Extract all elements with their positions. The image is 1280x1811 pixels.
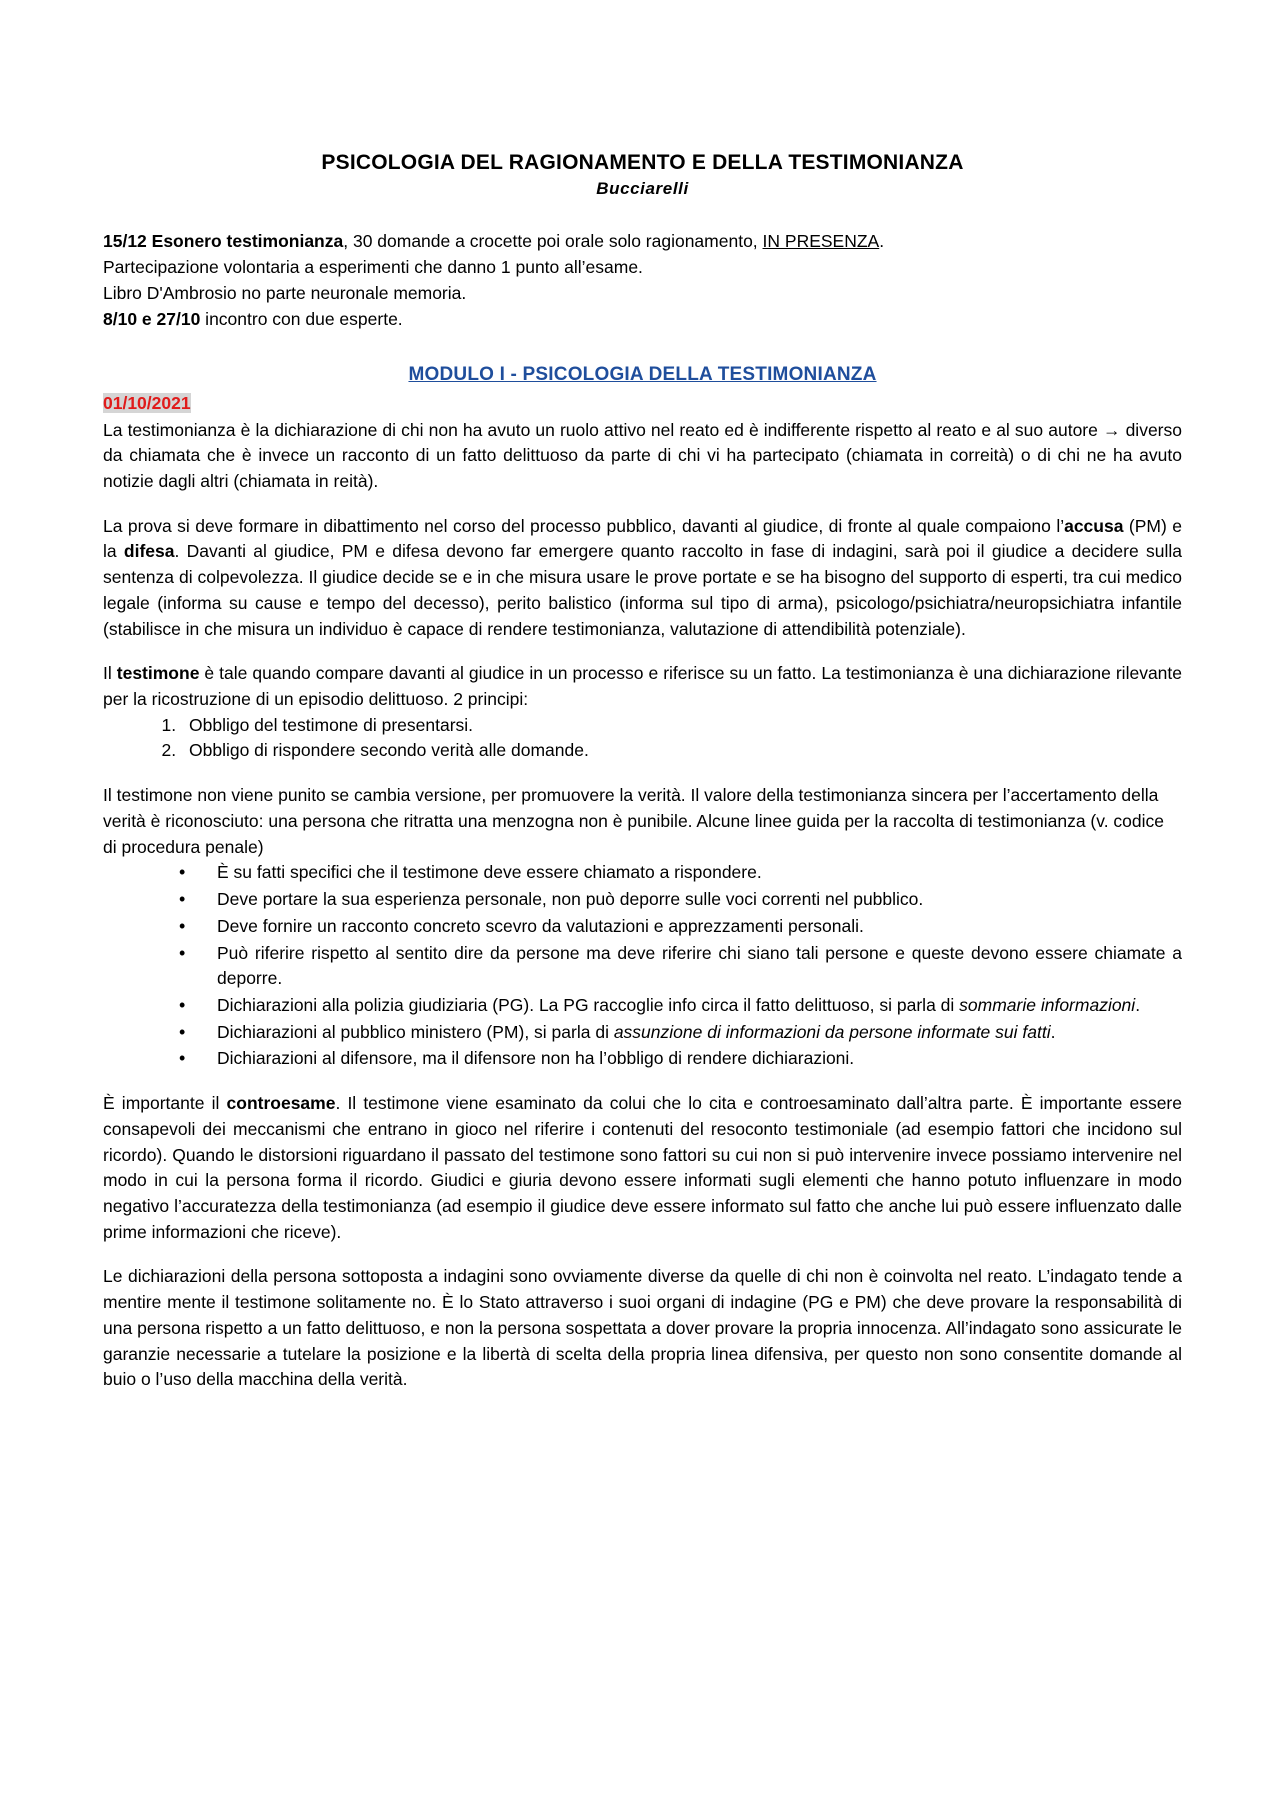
- item5-part-a: Dichiarazioni alla polizia giudiziaria (PG). La PG raccoglie info circa il fatto delittuoso, si parla di: [217, 994, 960, 1015]
- testimone-bold: testimone: [116, 663, 200, 684]
- info-line-exam: [103, 228, 1182, 254]
- controesame-bold: controesame: [226, 1093, 336, 1114]
- paragraph-linee-guida: Il testimone non viene punito se cambia versione, per promuovere la verità. Il valore della testimonianza sincera per l’accertamento della verità è riconosciuto: una persona che ritratta una menzogna non è punibile. Alcune linee guida per la raccolta di testimonianza (v. codice di procedura penale): [103, 785, 1165, 857]
- course-info-block: [103, 228, 1182, 333]
- paragraph-testimonianza-definizione: La testimonianza è la dichiarazione di chi non ha avuto un ruolo attivo nel reato ed è indifferente rispetto al reato e al suo autore → diverso da chiamata che è invece un racconto di un fatto delittuoso da parte di chi vi ha partecipato (chiamata in correità) o di chi ne ha avuto notizie dagli altri (chiamata in reità).: [103, 419, 1182, 491]
- list-item: • È su fatti specifici che il testimone deve essere chiamato a rispondere.: [179, 860, 1182, 886]
- sommarie-informazioni-italic: sommarie informazioni: [959, 994, 1136, 1015]
- exam-date-bold: 15/12 Esonero testimonianza: [103, 230, 344, 251]
- module-heading: MODULO I - PSICOLOGIA DELLA TESTIMONIANZA: [408, 363, 877, 385]
- item6-part-c: .: [1050, 1021, 1056, 1042]
- paragraph-testimone-principi: [103, 661, 1182, 712]
- list-item: [179, 1020, 1182, 1046]
- info-line-meetings: [103, 306, 1182, 332]
- info-line-participation: Partecipazione volontaria a esperimenti che danno 1 punto all’esame.: [103, 256, 643, 277]
- list-item: • Può riferire rispetto al sentito dire da persone ma deve riferire chi siano tali persone e queste devono essere chiamate a deporre.: [179, 941, 1182, 992]
- document-author: Bucciarelli: [596, 179, 689, 199]
- lecture-date-badge: 01/10/2021: [103, 393, 191, 414]
- item5-part-c: .: [1135, 994, 1141, 1015]
- accusa-bold: accusa: [1064, 515, 1124, 536]
- p2-part-e: . Davanti al giudice, PM e difesa devono far emergere quanto raccolto in fase di indagini, sarà poi il giudice a decidere sulla sentenza di colpevolezza. Il giudice decide se e in che misura usare le prove portate e se ha bisogno del supporto di esperti, tra cui medico legale (informa su cause e tempo del decesso), perito balistico (informa sul tipo di arma), psicologo/psichiatra/neuropsichiatra infantile (stabilisce in che misura un individuo è capace di rendere testimonianza, valutazione di attendibilità potenziale).: [103, 541, 1182, 639]
- info-line-book: Libro D'Ambrosio no parte neuronale memoria.: [103, 283, 467, 303]
- date-row: [103, 391, 1182, 416]
- p2-part-a: La prova si deve formare in dibattimento nel corso del processo pubblico, davanti al giudice, di fronte al quale compaiono l’: [103, 515, 1065, 536]
- paragraph-controesame: [103, 1091, 1182, 1245]
- p3-part-c: è tale quando compare davanti al giudice in un processo e riferisce su un fatto. La testimonianza è una dichiarazione rilevante per la ricostruzione di un episodio delittuoso. 2 principi:: [103, 663, 1182, 710]
- list-item: 2. Obbligo di rispondere secondo verità alle domande.: [181, 738, 1182, 764]
- difesa-bold: difesa: [123, 541, 175, 562]
- p5-part-a: È importante il: [103, 1093, 227, 1114]
- list-item: • Dichiarazioni al difensore, ma il difensore non ha l’obbligo di rendere dichiarazioni.: [179, 1046, 1182, 1072]
- p2-part-c: (PM) e la: [103, 515, 1182, 562]
- page-title: PSICOLOGIA DEL RAGIONAMENTO E DELLA TESTIMONIANZA: [321, 151, 964, 174]
- exam-detail: , 30 domande a crocette poi orale solo ragionamento,: [343, 230, 763, 251]
- paragraph-prova-dibattimento: [103, 514, 1182, 643]
- p3-part-a: Il: [103, 663, 117, 684]
- exam-period: .: [879, 230, 885, 251]
- assunzione-informazioni-italic: assunzione di informazioni da persone informate sui fatti: [613, 1021, 1051, 1042]
- list-item: 1. Obbligo del testimone di presentarsi.: [181, 713, 1182, 739]
- paragraph-dichiarazioni-indagato: Le dichiarazioni della persona sottoposta a indagini sono ovviamente diverse da quelle di chi non è coinvolta nel reato. L’indagato tende a mentire mente il testimone solitamente no. È lo Stato attraverso i suoi organi di indagine (PG e PM) che deve provare la responsabilità di una persona rispetto a un fatto delittuoso, e non la persona sospettata a dover provare la propria innocenza. All’indagato sono assicurate le garanzie necessarie a tutelare la posizione e la libertà di scelta della propria linea difensiva, per questo non sono consentite domande al buio o l’uso della macchina della verità.: [103, 1266, 1182, 1390]
- meeting-detail: incontro con due esperte.: [200, 309, 403, 330]
- principi-numbered-list: [103, 713, 1182, 764]
- item6-part-a: Dichiarazioni al pubblico ministero (PM), si parla di: [217, 1021, 614, 1042]
- list-item: [179, 993, 1182, 1019]
- p5-part-c: . Il testimone viene esaminato da colui che lo cita e controesaminato dall’altra parte. È importante essere consapevoli dei meccanismi che entrano in gioco nel riferire i contenuti del resoconto testimoniale (ad esempio fattori che incidono sul ricordo). Quando le distorsioni riguardano il passato del testimone sono fattori su cui non si può intervenire invece possiamo intervenire nel modo in cui la persona forma il ricordo. Giudici e giuria devono essere informati sugli elementi che hanno potuto influenzare in modo negativo l’accuratezza della testimonianza (ad esempio il giudice deve essere informato sul fatto che anche lui può essere influenzato dalle prime informazioni che riceve).: [103, 1093, 1182, 1242]
- linee-guida-bullet-list: [103, 860, 1182, 1072]
- meeting-dates-bold: 8/10 e 27/10: [103, 309, 201, 330]
- list-item: • Deve portare la sua esperienza personale, non può deporre sulle voci correnti nel pubblico.: [179, 887, 1182, 913]
- list-item: • Deve fornire un racconto concreto scevro da valutazioni e apprezzamenti personali.: [179, 914, 1182, 940]
- in-presenza-underline: IN PRESENZA: [762, 230, 880, 251]
